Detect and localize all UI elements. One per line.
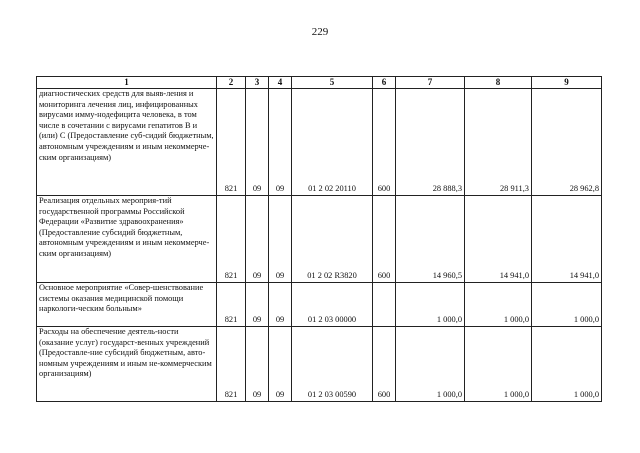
subsection-code: 09 [269,89,292,196]
target-article-code: 01 2 02 R3820 [292,196,373,283]
budget-table [36,76,602,402]
section-code: 09 [246,89,269,196]
header-cell: 8 [465,77,532,89]
row-description: Расходы на обеспечение деятель-ности (оказание услуг) государст-венных учреждений (Предоставле-ние субсидий бюджетным, авто-номным учреждениям и иным не-коммерческим организациям) [37,327,217,402]
table-row [37,283,602,327]
table-row [37,196,602,283]
expense-type-code: 600 [373,196,396,283]
row-description: диагностических средств для выяв-ления и мониторинга лечения лиц, инфицированных вирусами имму-нодефицита человека, в том числе в сочетании с вирусами гепатитов В и (или) С (Предоставление суб-сидий бюджетным, автономным учреждениям и иным некоммерче-ским организациям) [37,89,217,196]
amount-col7: 1 000,0 [396,283,465,327]
header-cell: 7 [396,77,465,89]
target-article-code: 01 2 03 00590 [292,327,373,402]
header-cell: 2 [217,77,246,89]
header-cell: 5 [292,77,373,89]
subsection-code: 09 [269,327,292,402]
expense-type-code [373,283,396,327]
ministry-code: 821 [217,283,246,327]
row-description: Основное мероприятие «Совер-шенствование системы оказания медицинской помощи наркологи-ческим больным» [37,283,217,327]
section-code: 09 [246,196,269,283]
amount-col7: 14 960,5 [396,196,465,283]
header-cell: 6 [373,77,396,89]
amount-col7: 28 888,3 [396,89,465,196]
section-code: 09 [246,327,269,402]
amount-col8: 14 941,0 [465,196,532,283]
header-cell: 9 [532,77,602,89]
table-row [37,327,602,402]
expense-type-code: 600 [373,89,396,196]
page-number: 229 [311,26,329,38]
ministry-code: 821 [217,196,246,283]
amount-col9: 28 962,8 [532,89,602,196]
amount-col9: 1 000,0 [532,283,602,327]
header-cell: 4 [269,77,292,89]
section-code: 09 [246,283,269,327]
amount-col8: 1 000,0 [465,283,532,327]
header-cell: 3 [246,77,269,89]
amount-col8: 1 000,0 [465,327,532,402]
target-article-code: 01 2 02 20110 [292,89,373,196]
table-header-row [37,77,602,89]
row-description: Реализация отдельных мероприя-тий государственной программы Российской Федерации «Развитие здравоохранения» (Предоставление субсидий бюджетным, автономным учреждениям и иным некоммерче-ским организациям) [37,196,217,283]
ministry-code: 821 [217,89,246,196]
expense-type-code: 600 [373,327,396,402]
amount-col8: 28 911,3 [465,89,532,196]
subsection-code: 09 [269,283,292,327]
subsection-code: 09 [269,196,292,283]
header-cell: 1 [37,77,217,89]
ministry-code: 821 [217,327,246,402]
amount-col7: 1 000,0 [396,327,465,402]
target-article-code: 01 2 03 00000 [292,283,373,327]
table-row [37,89,602,196]
amount-col9: 14 941,0 [532,196,602,283]
amount-col9: 1 000,0 [532,327,602,402]
